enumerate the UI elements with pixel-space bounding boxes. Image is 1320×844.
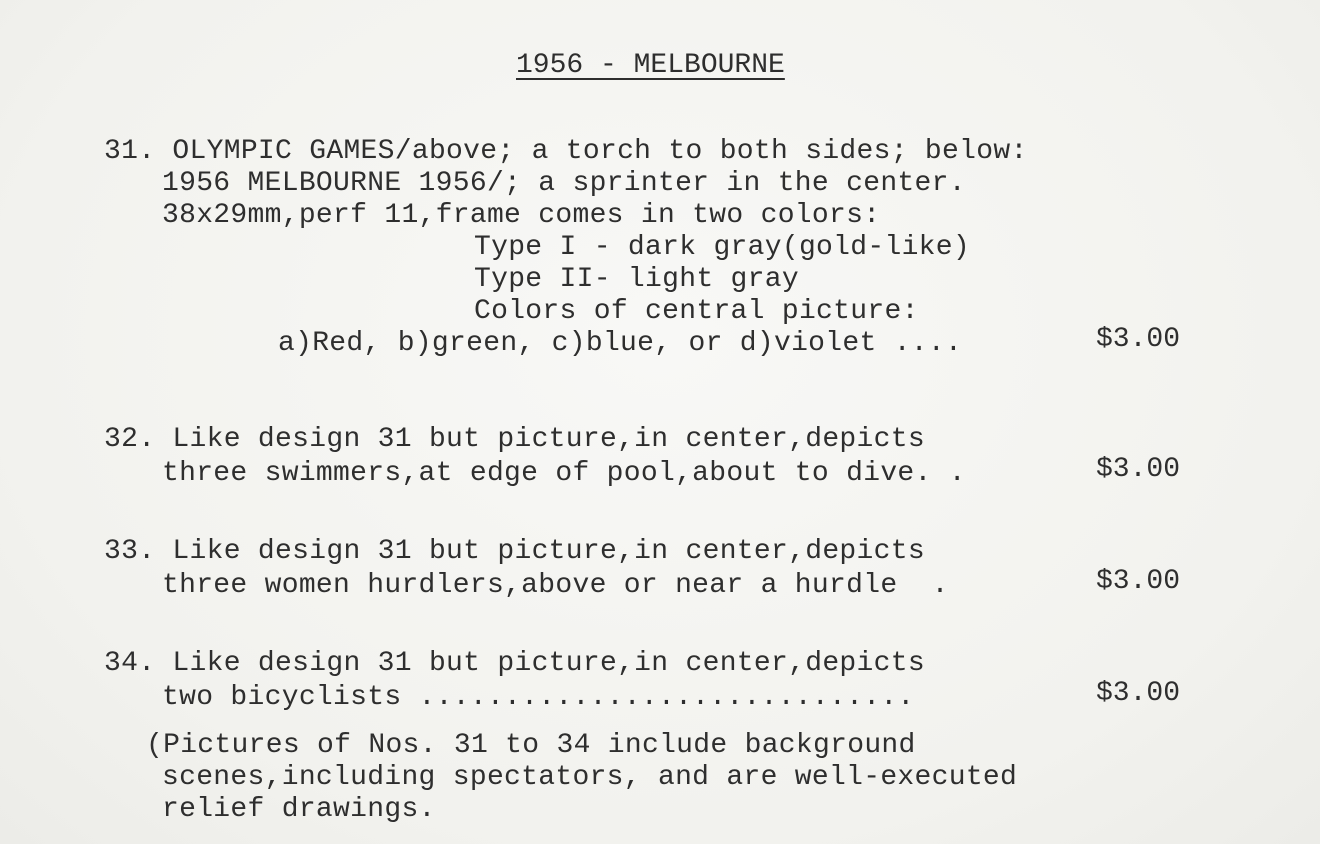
- entry-31-type-2: Type II- light gray: [474, 264, 799, 295]
- note-line-2: scenes,including spectators, and are well-executed: [162, 762, 1018, 793]
- entry-34-line-2: two bicyclists .............................: [162, 682, 915, 713]
- entry-31-price: $3.00: [1096, 324, 1181, 355]
- entry-31-colors-heading: Colors of central picture:: [474, 296, 919, 327]
- entry-31-line-1: 31. OLYMPIC GAMES/above; a torch to both sides; below:: [104, 136, 1028, 167]
- entry-32-line-1: 32. Like design 31 but picture,in center,depicts: [104, 424, 925, 455]
- entry-31-line-3: 38x29mm,perf 11,frame comes in two colors:: [162, 200, 881, 231]
- entry-33-line-1: 33. Like design 31 but picture,in center,depicts: [104, 536, 925, 567]
- entry-33-price: $3.00: [1096, 566, 1181, 597]
- entry-32-price: $3.00: [1096, 454, 1181, 485]
- entry-31-colors-list: a)Red, b)green, c)blue, or d)violet ....: [278, 328, 963, 359]
- entry-32-line-2: three swimmers,at edge of pool,about to dive. .: [162, 458, 966, 489]
- note-line-3: relief drawings.: [162, 794, 436, 825]
- entry-34-price: $3.00: [1096, 678, 1181, 709]
- entry-33-line-2: three women hurdlers,above or near a hurdle .: [162, 570, 949, 601]
- entry-31-line-2: 1956 MELBOURNE 1956/; a sprinter in the center.: [162, 168, 966, 199]
- entry-31-type-1: Type I - dark gray(gold-like): [474, 232, 970, 263]
- entry-34-line-1: 34. Like design 31 but picture,in center,depicts: [104, 648, 925, 679]
- page-title: 1956 - MELBOURNE: [516, 50, 785, 81]
- note-line-1: (Pictures of Nos. 31 to 34 include background: [146, 730, 916, 761]
